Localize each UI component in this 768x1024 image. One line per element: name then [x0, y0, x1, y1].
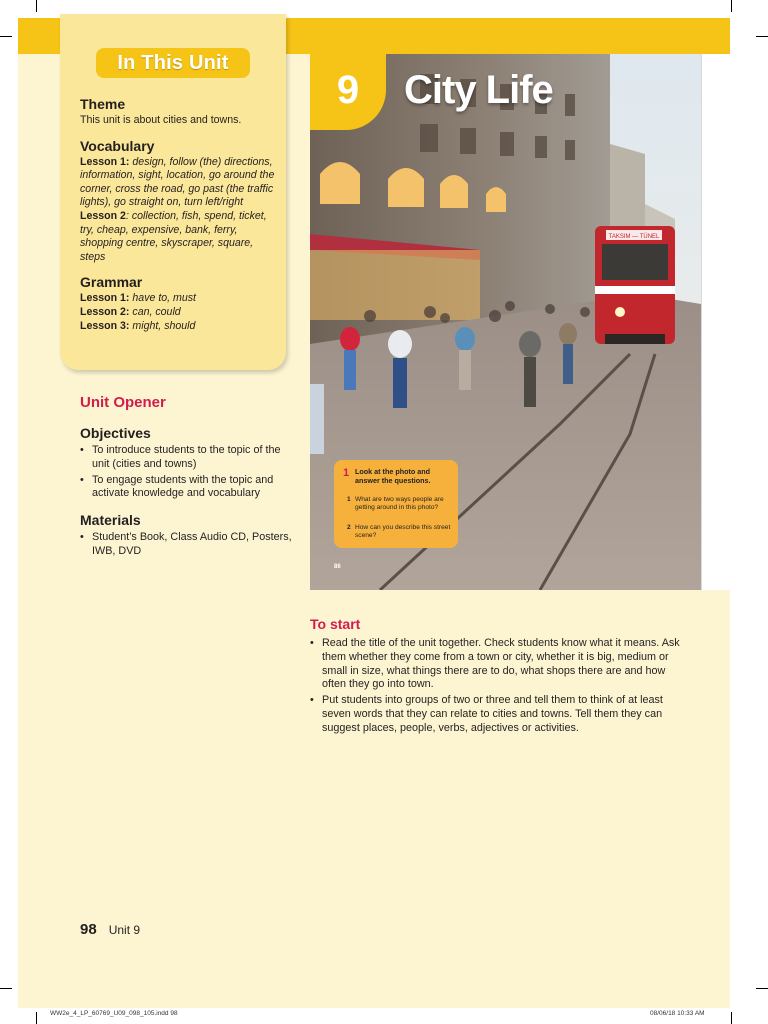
unit-title: City Life — [404, 68, 553, 112]
to-start-section — [310, 616, 690, 738]
question-item — [347, 496, 455, 512]
objective-item: • To engage students with the topic and activate knowledge and vocabulary — [80, 474, 300, 502]
materials-heading: Materials — [80, 512, 141, 529]
theme-text: This unit is about cities and towns. — [80, 114, 242, 126]
lesson-label: Lesson 2: — [80, 305, 130, 318]
unit-opener-photo — [310, 54, 701, 590]
objectives-heading: Objectives — [80, 425, 151, 441]
question-item-text: What are two ways people are getting around in this photo? — [355, 496, 444, 511]
lesson-words: : collection, fish, spend, ticket, try, cheap, expensive, bank, ferry, shopping centre, skyscraper, square, steps — [80, 209, 267, 263]
grammar-heading: Grammar — [80, 274, 143, 291]
crop-mark — [0, 988, 12, 989]
page-number: 98 — [80, 921, 97, 938]
slug-date: 08/06/18 10:33 AM — [650, 1010, 705, 1017]
question-item-number: 2 — [347, 524, 351, 531]
vocabulary-heading: Vocabulary — [80, 137, 155, 154]
question-instruction: Look at the photo and answer the questions. — [355, 467, 431, 485]
crop-mark — [0, 36, 12, 37]
page-edge — [701, 54, 731, 590]
unit-opener-title: Unit Opener — [80, 394, 166, 411]
lesson-words: design, follow (the) directions, information, sight, location, go around the corner, cross the road, go past (the traffic lights), go straight on, turn left/right — [80, 155, 275, 209]
in-this-unit-panel — [60, 14, 286, 370]
tram-sign: TAKSIM — TÜNEL — [608, 234, 660, 240]
materials-list — [80, 531, 300, 559]
to-start-heading: To start — [310, 616, 361, 632]
in-this-unit-tab: In This Unit — [96, 48, 250, 78]
grammar-item — [80, 320, 276, 334]
vocabulary-lesson-2 — [80, 210, 276, 264]
grammar-item — [80, 292, 276, 306]
question-item — [347, 524, 455, 540]
crop-mark — [36, 0, 37, 12]
lesson-label: Lesson 1: — [80, 292, 130, 305]
grammar-text: might, should — [132, 319, 196, 332]
lesson-label: Lesson 1: — [80, 155, 130, 168]
in-this-unit-body — [80, 96, 276, 333]
question-item-text: How can you describe this street scene? — [355, 524, 451, 539]
unit-number-badge: 9 — [310, 54, 386, 130]
grammar-text: can, could — [132, 305, 181, 318]
folio — [80, 921, 140, 938]
materials-item: • Student’s Book, Class Audio CD, Posters, IWB, DVD — [80, 531, 300, 559]
grammar-text: have to, must — [132, 292, 196, 305]
theme-heading: Theme — [80, 96, 126, 112]
question-number: 1 — [343, 467, 350, 479]
crop-mark — [756, 988, 768, 989]
lesson-label: Lesson 2 — [80, 209, 126, 222]
teacher-page — [18, 18, 730, 1008]
to-start-item: • Read the title of the unit together. Check students know what it means. Ask them whether they come from a town or city, whether it is big, medium or small in size, what things there are to do, what shops there are and how often they go into town. — [310, 637, 690, 692]
student-page-number: 86 — [334, 564, 341, 570]
vocabulary-lesson-1 — [80, 156, 276, 210]
lesson-label: Lesson 3: — [80, 319, 130, 332]
objective-item: • To introduce students to the topic of the unit (cities and towns) — [80, 444, 300, 472]
discussion-question-box — [334, 460, 458, 548]
question-item-number: 1 — [347, 496, 351, 503]
slug-filename: WW2e_4_LP_60769_U09_098_105.indd 98 — [50, 1010, 178, 1017]
unit-opener-section — [80, 394, 300, 561]
crop-mark — [731, 1012, 732, 1024]
folio-unit-label: Unit 9 — [108, 923, 141, 937]
crop-mark — [36, 1012, 37, 1024]
objectives-list — [80, 444, 300, 501]
crop-mark — [731, 0, 732, 12]
to-start-item: • Put students into groups of two or three and tell them to think of at least seven words that they can relate to cities and towns. Tell them they can suggest places, people, verbs, adjectives or activities. — [310, 694, 690, 735]
tram — [595, 226, 675, 344]
to-start-list — [310, 637, 690, 736]
crop-mark — [756, 36, 768, 37]
grammar-item — [80, 306, 276, 320]
